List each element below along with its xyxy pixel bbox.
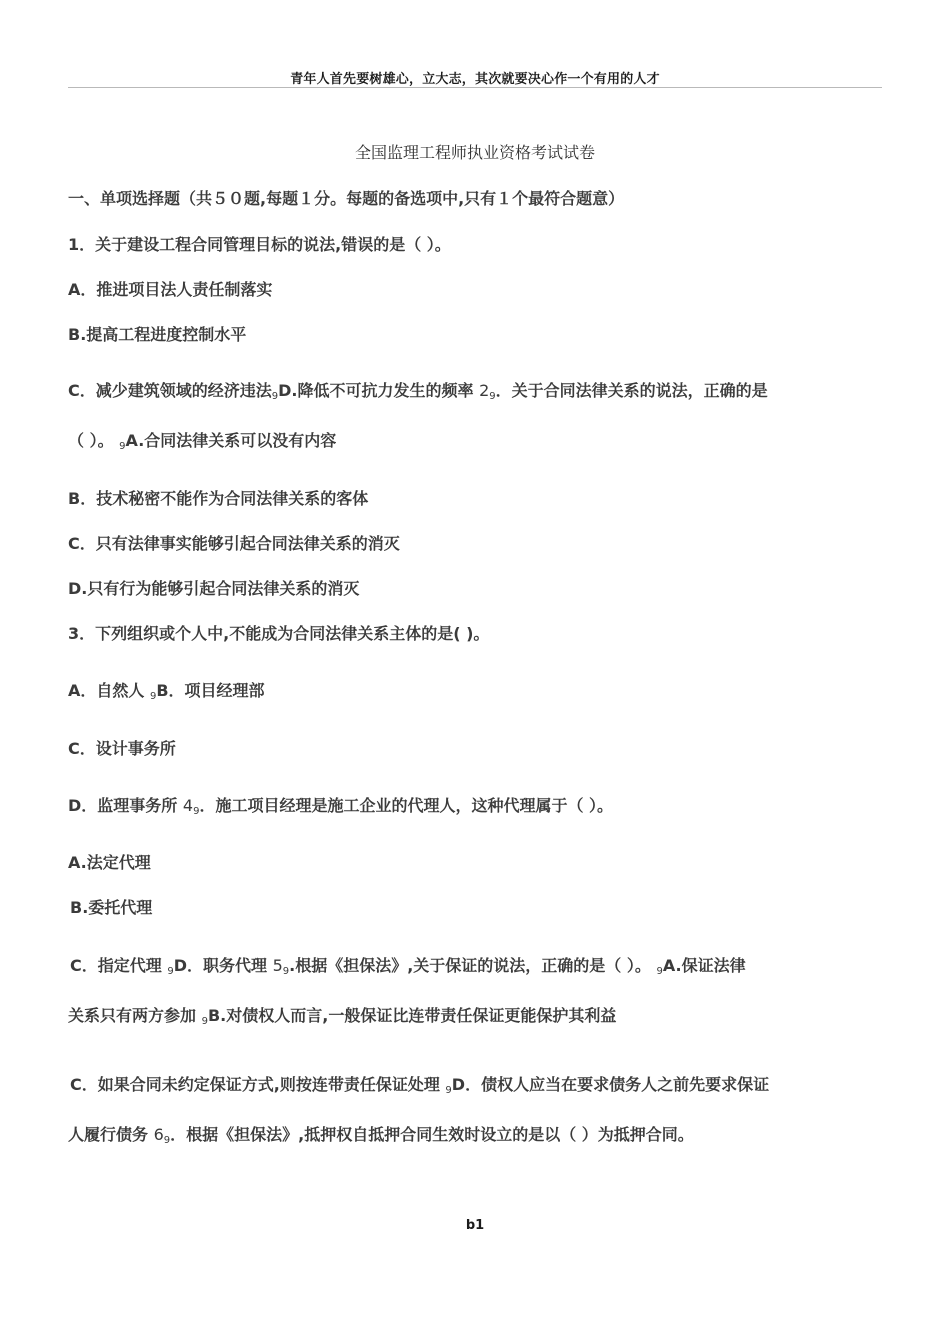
question-2-stem-part-1: ．关于合同法律关系的说法，正确的是 (495, 381, 768, 400)
question-6-number: 6 (153, 1125, 164, 1144)
question-4-option-a: A.法定代理 (68, 853, 151, 872)
question-5-stem: .根据《担保法》,关于保证的说法，正确的是（ ）。 (289, 956, 651, 975)
question-5-option-c-row (70, 1072, 769, 1096)
question-4-option-c: C．指定代理 (70, 956, 162, 975)
separator-mark: 9 (656, 966, 663, 977)
separator-mark: 9 (163, 1135, 171, 1146)
separator-mark: 9 (445, 1085, 452, 1096)
question-3-options-row (68, 678, 265, 702)
question-3-option-b: B．项目经理部 (156, 681, 265, 700)
question-5-option-a-part-2: 关系只有两方参加 (68, 1006, 197, 1025)
question-3-option-c: C．设计事务所 (68, 739, 176, 758)
question-4-option-d: D．职务代理 (173, 956, 267, 975)
question-1-option-a: A．推进项目法人责任制落实 (68, 280, 273, 299)
question-3-option-a: A．自然人 (68, 681, 145, 700)
separator-mark: 9 (193, 806, 200, 817)
question-1-stem: 1．关于建设工程合同管理目标的说法,错误的是（ ）。 (68, 235, 451, 254)
question-2-stem-part-2: （ ）。 (68, 431, 114, 450)
question-2-option-a: A.合同法律关系可以没有内容 (125, 431, 337, 450)
question-4-stem: ．施工项目经理是施工企业的代理人，这种代理属于（ ）。 (199, 796, 614, 815)
question-5-number: 5 (272, 956, 283, 975)
question-4-number: 4 (182, 796, 194, 815)
question-5-option-b: B.对债权人而言,一般保证比连带责任保证更能保护其利益 (207, 1006, 617, 1025)
question-5-option-d-row (68, 1122, 694, 1146)
separator-mark: 9 (119, 441, 126, 452)
question-3-stem: 3．下列组织或个人中,不能成为合同法律关系主体的是( )。 (68, 624, 490, 643)
question-3-option-d: D．监理事务所 (68, 796, 178, 815)
separator-mark: 9 (167, 966, 174, 977)
question-6-stem: ．根据《担保法》,抵押权自抵押合同生效时设立的是以（ ）为抵押合同。 (170, 1125, 694, 1144)
question-4-option-c-row (70, 953, 746, 977)
question-2-stem-row (68, 428, 336, 452)
question-5-option-d-part-2: 人履行债务 (68, 1125, 149, 1144)
separator-mark: 9 (149, 691, 157, 702)
question-3-option-d-row (68, 793, 613, 817)
page-number: b1 (465, 1218, 485, 1233)
document-title: 全国监理工程师执业资格考试试卷 (354, 143, 595, 162)
question-2-number: 2 (479, 381, 490, 400)
separator-mark: 9 (201, 1016, 208, 1027)
question-5-option-a-part-1: A.保证法律 (662, 956, 746, 975)
separator-mark: 9 (282, 966, 290, 977)
question-2-option-d: D.只有行为能够引起合同法律关系的消灭 (68, 579, 360, 598)
question-1-option-d: D.降低不可抗力发生的频率 (278, 381, 474, 400)
section-heading: 一、单项选择题（共５０题,每题１分。每题的备选项中,只有１个最符合题意） (68, 189, 625, 208)
separator-mark: 9 (271, 391, 279, 402)
question-1-option-c: C．减少建筑领域的经济违法 (68, 381, 272, 400)
question-5-option-d-part-1: D．债权人应当在要求债务人之前先要求保证 (451, 1075, 770, 1094)
page-header-motto: 青年人首先要树雄心，立大志，其次就要决心作一个有用的人才 (290, 72, 660, 87)
question-1-option-c-row (68, 378, 768, 402)
separator-mark: 9 (489, 391, 496, 402)
question-5-option-a-row (68, 1003, 616, 1027)
header-divider (68, 87, 882, 88)
question-5-option-c: C．如果合同未约定保证方式,则按连带责任保证处理 (70, 1075, 440, 1094)
question-2-option-c: C．只有法律事实能够引起合同法律关系的消灭 (68, 534, 400, 553)
question-4-option-b: B.委托代理 (70, 898, 153, 917)
question-2-option-b: B．技术秘密不能作为合同法律关系的客体 (68, 489, 369, 508)
question-1-option-b: B.提高工程进度控制水平 (68, 325, 247, 344)
